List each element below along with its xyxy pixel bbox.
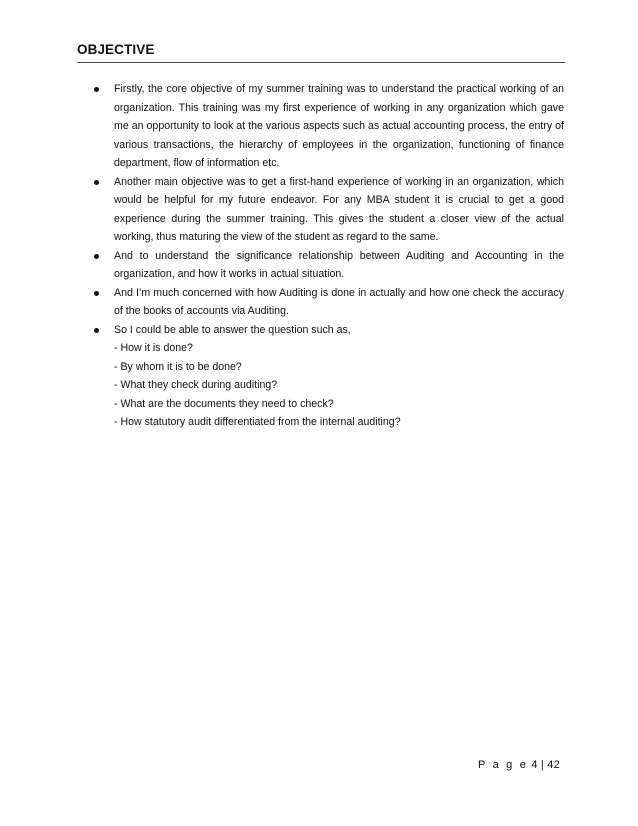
list-item-text: And I’m much concerned with how Auditing is done in actually and how one check the accuracy of the books of accounts via Auditing. (114, 286, 564, 317)
list-item-text: So I could be able to answer the question such as, (114, 323, 351, 336)
bullet-icon (94, 180, 99, 185)
bullet-icon (94, 328, 99, 333)
page-footer (478, 759, 560, 771)
question-line: - What are the documents they need to check? (114, 397, 334, 410)
section-heading: OBJECTIVE (77, 42, 155, 57)
total-pages: 42 (547, 759, 560, 771)
page-separator: | (540, 759, 544, 771)
question-line: - How it is done? (114, 342, 193, 354)
bullet-icon (94, 291, 99, 296)
bullet-icon (94, 87, 99, 92)
list-item (92, 80, 564, 173)
question-line: - By whom it is to be done? (114, 360, 242, 373)
page-label: P a g e (478, 759, 529, 771)
question-line: - How statutory audit differentiated from the internal auditing? (114, 416, 401, 428)
list-item-text: And to understand the significance relationship between Auditing and Accounting in the organization, and how it works in actual situation. (114, 249, 564, 280)
list-item (92, 173, 564, 247)
heading-underline (77, 62, 565, 63)
list-item (92, 321, 564, 432)
question-line: - What they check during auditing? (114, 379, 278, 391)
list-item-text: Firstly, the core objective of my summer training was to understand the practical working of an organization. This training was my first experience of working in any organization which gave me an opportunity to look at the various aspects such as actual accounting process, the entry of various transactions, the hierarchy of employees in the organization, functioning of finance department, flow of information etc. (114, 83, 564, 169)
bullet-icon (94, 254, 99, 259)
page-number: 4 (531, 759, 538, 771)
objective-list (92, 80, 564, 432)
list-item (92, 247, 564, 284)
list-item (92, 284, 564, 321)
list-item-text: Another main objective was to get a first-hand experience of working in an organization, which would be helpful for my future endeavor. For any MBA student it is crucial to get a good experience during the summer training. This gives the student a closer view of the actual working, thus maturing the view of the student as regard to the same. (114, 175, 564, 243)
